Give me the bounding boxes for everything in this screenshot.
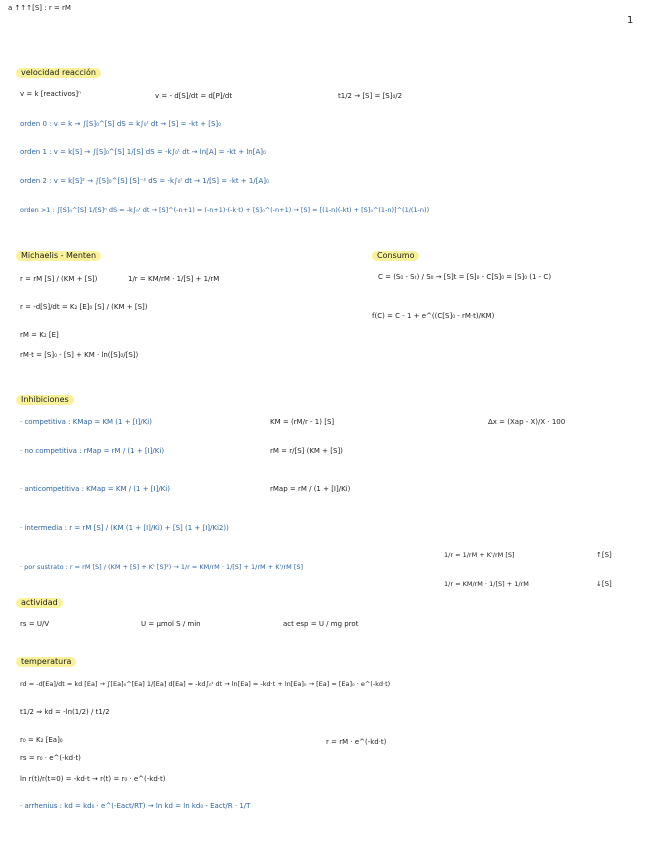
- order-2-equation: orden 2 : v = k[S]² → ∫[S]₀^[S] [S]⁻² dS = -k∫₀ᵗ dt → 1/[S] = -kt + 1/[A]₀: [20, 177, 269, 185]
- mm-rate-equation: r = -d[S]/dt = K₂ [E]₀ [S] / (KM + [S]): [20, 303, 148, 311]
- half-life-condition: t1/2 → [S] = [S]₀/2: [338, 92, 403, 100]
- lineweaver-burk-equation: 1/r = KM/rM · 1/[S] + 1/rM: [128, 275, 220, 283]
- deactivation-equation: rd = -d[Ea]/dt = kd [Ea] → ∫[Ea]₀^[Ea] 1/[Ea] d[Ea] = -kd∫₀ᵗ dt → ln[Ea] = -kd·t + ln[Ea]₀ → [Ea] = [Ea]₀ · e^(-kd·t): [20, 680, 391, 688]
- high-substrate-equation: 1/r = 1/rM + K'/rM [S]: [444, 551, 515, 559]
- rate-law: v = k [reactivos]ⁿ: [20, 90, 81, 98]
- uncompetitive-rm-equation: rMap = rM / (1 + [I]/Ki): [270, 485, 351, 493]
- deactivation-half-life: t1/2 ⇒ kd = -ln(1/2) / t1/2: [20, 708, 110, 716]
- initial-rate-equation: r₀ = K₂ [Ea]₀: [20, 736, 63, 744]
- section-title-temperatura: temperatura: [16, 657, 76, 667]
- rate-derivative: v = - d[S]/dt = d[P]/dt: [155, 92, 233, 100]
- section-title-inhibiciones: Inhibiciones: [16, 395, 74, 405]
- low-substrate-label: ↓[S]: [596, 580, 612, 588]
- order-n-equation: orden >1 : ∫[S]₀^[S] 1/[S]ⁿ dS = -k∫₀ᵗ dt → [S]^(-n+1) = (-n+1)·(-k·t) + [S]₀^(-n+1) → [S] = [(1-n)(-kt) + [S]₀^(1-n)]^(1/(1-n)): [20, 206, 430, 214]
- conversion-function: f(C) = C - 1 + e^((C[S]₀ - rM·t)/KM): [372, 312, 495, 320]
- rm-definition: rM = K₂ [E]: [20, 331, 59, 339]
- page-number: 1: [627, 15, 634, 26]
- order-1-equation: orden 1 : v = k[S] → ∫[S]₀^[S] 1/[S] dS = -k∫₀ᵗ dt → ln[A] = -kt + ln[A]₀: [20, 148, 266, 156]
- specific-activity-equation: act esp = U / mg prot: [283, 620, 359, 628]
- competitive-km-equation: KM = (rM/r - 1) [S]: [270, 418, 335, 426]
- section-title-consumo: Consumo: [372, 251, 419, 261]
- rate-decay-equation: rs = r₀ · e^(-kd·t): [20, 754, 81, 762]
- order-0-equation: orden 0 : v = k → ∫[S]₀^[S] dS = k∫₀ᵗ dt → [S] = -kt + [S]₀: [20, 120, 221, 128]
- low-substrate-equation: 1/r = KM/rM · 1/[S] + 1/rM: [444, 580, 529, 588]
- integrated-mm-equation: rM·t = [S]₀ - [S] + KM · ln([S]₀/[S]): [20, 351, 139, 359]
- competitive-inhibition: · competitiva : KMap = KM (1 + [I]/Ki): [20, 418, 152, 426]
- uncompetitive-inhibition: · anticompetitiva : KMap = KM / (1 + [I]/Ki): [20, 485, 170, 493]
- section-title-velocidad: velocidad reacción: [16, 68, 101, 78]
- noncompetitive-inhibition: · no competitiva : rMap = rM / (1 + [I]/Ki): [20, 447, 165, 455]
- noncompetitive-rm-equation: rM = r/[S] (KM + [S]): [270, 447, 343, 455]
- conversion-equation: C = (S₀ - Sₜ) / S₀ → [S]t = [S]₀ - C[S]₀ = [S]₀ (1 - C): [378, 273, 552, 281]
- arrhenius-equation: · arrhenius : kd = kd₀ · e^(-Eact/RT) → ln kd = ln kd₀ - Eact/R · 1/T: [20, 802, 251, 810]
- activity-unit-equation: U = μmol S / min: [141, 620, 201, 628]
- log-rate-equation: ln r(t)/r(t=0) = -kd·t → r(t) = r₀ · e^(-kd·t): [20, 775, 166, 783]
- relative-deviation-equation: Δx = (Xap - X)/X · 100: [488, 418, 566, 426]
- mm-equation: r = rM [S] / (KM + [S]): [20, 275, 98, 283]
- high-substrate-label: ↑[S]: [596, 551, 612, 559]
- specific-rate-equation: rs = U/V: [20, 620, 50, 628]
- rm-decay-equation: r = rM · e^(-kd·t): [326, 738, 387, 746]
- top-note: a ↑↑↑[S] : r = rM: [8, 4, 71, 12]
- section-title-michaelis: Michaelis - Menten: [16, 251, 101, 261]
- substrate-inhibition: · por sustrato : r = rM [S] / (KM + [S] + K' [S]²) → 1/r = KM/rM · 1/[S] + 1/rM + K'/rM [S]: [20, 563, 304, 571]
- section-title-actividad: actividad: [16, 598, 63, 608]
- mixed-inhibition: · intermedia : r = rM [S] / (KM (1 + [I]/Ki) + [S] (1 + [I]/Ki2)): [20, 524, 229, 532]
